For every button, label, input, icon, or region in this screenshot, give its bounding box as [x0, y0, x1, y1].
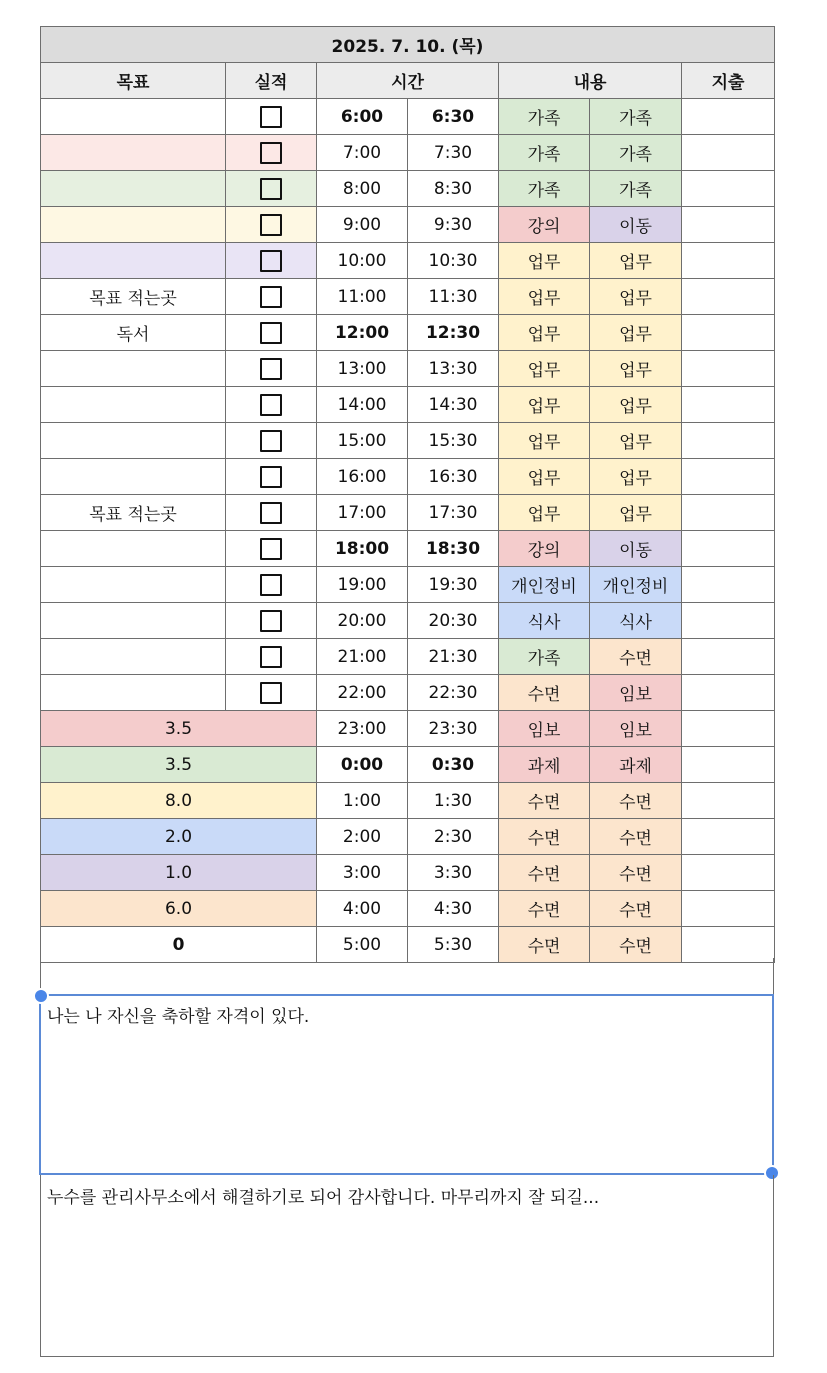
- summary-cell: 0: [41, 927, 317, 963]
- time-end: 20:30: [408, 603, 499, 639]
- table-row: [41, 315, 775, 351]
- summary-cell: 1.0: [41, 855, 317, 891]
- table-row: [41, 99, 775, 135]
- goal-cell[interactable]: [41, 603, 226, 639]
- summary-cell: 3.5: [41, 747, 317, 783]
- time-start: 9:00: [317, 207, 408, 243]
- time-end: 8:30: [408, 171, 499, 207]
- expense-cell[interactable]: [682, 819, 775, 855]
- content-cell[interactable]: 수면: [499, 783, 590, 819]
- table-row: [41, 243, 775, 279]
- memo-text[interactable]: 누수를 관리사무소에서 해결하기로 되어 감사합니다. 마무리까지 잘 되길...: [47, 1188, 600, 1208]
- content-cell[interactable]: 강의: [499, 207, 590, 243]
- time-start: 1:00: [317, 783, 408, 819]
- content-cell[interactable]: 업무: [499, 243, 590, 279]
- expense-cell[interactable]: [682, 243, 775, 279]
- expense-cell[interactable]: [682, 855, 775, 891]
- goal-cell[interactable]: [41, 639, 226, 675]
- time-start: 12:00: [317, 315, 408, 351]
- goal-cell[interactable]: [41, 207, 226, 243]
- header-result: 실적: [226, 63, 317, 99]
- time-end: 5:30: [408, 927, 499, 963]
- checkbox[interactable]: [260, 502, 282, 524]
- expense-cell[interactable]: [682, 675, 775, 711]
- time-end: 18:30: [408, 531, 499, 567]
- table-row: [41, 495, 775, 531]
- content-cell[interactable]: 가족: [590, 171, 682, 207]
- expense-cell[interactable]: [682, 423, 775, 459]
- content-cell[interactable]: 임보: [590, 675, 682, 711]
- time-start: 13:00: [317, 351, 408, 387]
- expense-cell[interactable]: [682, 783, 775, 819]
- header-goal: 목표: [41, 63, 226, 99]
- goal-cell[interactable]: [41, 171, 226, 207]
- time-end: 22:30: [408, 675, 499, 711]
- result-cell[interactable]: [226, 423, 317, 459]
- time-start: 11:00: [317, 279, 408, 315]
- content-cell[interactable]: 과제: [590, 747, 682, 783]
- table-row: [41, 639, 775, 675]
- time-end: 21:30: [408, 639, 499, 675]
- blank-row: [40, 958, 774, 994]
- goal-cell[interactable]: 목표 적는곳: [41, 495, 226, 531]
- time-end: 9:30: [408, 207, 499, 243]
- header-expense: 지출: [682, 63, 775, 99]
- time-end: 0:30: [408, 747, 499, 783]
- goal-cell[interactable]: [41, 135, 226, 171]
- result-cell[interactable]: [226, 675, 317, 711]
- result-cell[interactable]: [226, 315, 317, 351]
- result-cell[interactable]: [226, 603, 317, 639]
- content-cell[interactable]: 임보: [590, 711, 682, 747]
- time-end: 16:30: [408, 459, 499, 495]
- result-cell[interactable]: [226, 639, 317, 675]
- result-cell[interactable]: [226, 387, 317, 423]
- summary-cell: 6.0: [41, 891, 317, 927]
- table-row: [41, 603, 775, 639]
- time-start: 19:00: [317, 567, 408, 603]
- time-start: 5:00: [317, 927, 408, 963]
- table-row: [41, 207, 775, 243]
- expense-cell[interactable]: [682, 603, 775, 639]
- result-cell[interactable]: [226, 459, 317, 495]
- content-cell[interactable]: 수면: [590, 855, 682, 891]
- result-cell[interactable]: [226, 99, 317, 135]
- checkbox[interactable]: [260, 286, 282, 308]
- table-row: [41, 171, 775, 207]
- content-cell[interactable]: 임보: [499, 711, 590, 747]
- checkbox[interactable]: [260, 250, 282, 272]
- checkbox[interactable]: [260, 394, 282, 416]
- time-start: 10:00: [317, 243, 408, 279]
- content-cell[interactable]: 가족: [499, 135, 590, 171]
- content-cell[interactable]: 이동: [590, 207, 682, 243]
- time-end: 7:30: [408, 135, 499, 171]
- date-title: 2025. 7. 10. (목): [41, 27, 775, 63]
- content-cell[interactable]: 개인정비: [499, 567, 590, 603]
- result-cell[interactable]: [226, 171, 317, 207]
- content-cell[interactable]: 수면: [499, 855, 590, 891]
- time-start: 7:00: [317, 135, 408, 171]
- checkbox[interactable]: [260, 178, 282, 200]
- table-row: [41, 531, 775, 567]
- content-cell[interactable]: 업무: [590, 279, 682, 315]
- schedule-table: [40, 26, 775, 963]
- time-end: 10:30: [408, 243, 499, 279]
- checkbox[interactable]: [260, 538, 282, 560]
- time-end: 14:30: [408, 387, 499, 423]
- checkbox[interactable]: [260, 106, 282, 128]
- expense-cell[interactable]: [682, 639, 775, 675]
- goal-cell[interactable]: 독서: [41, 315, 226, 351]
- goal-cell[interactable]: [41, 243, 226, 279]
- checkbox[interactable]: [260, 574, 282, 596]
- memo-text-box-selected[interactable]: [39, 994, 774, 1175]
- table-row: [41, 135, 775, 171]
- content-cell[interactable]: 가족: [499, 639, 590, 675]
- goal-cell[interactable]: [41, 387, 226, 423]
- table-row: [41, 855, 775, 891]
- time-start: 16:00: [317, 459, 408, 495]
- goal-cell[interactable]: [41, 675, 226, 711]
- content-cell[interactable]: 수면: [499, 927, 590, 963]
- expense-cell[interactable]: [682, 891, 775, 927]
- time-start: 21:00: [317, 639, 408, 675]
- content-cell[interactable]: 업무: [499, 423, 590, 459]
- content-cell[interactable]: 과제: [499, 747, 590, 783]
- content-cell[interactable]: 수면: [590, 927, 682, 963]
- expense-cell[interactable]: [682, 315, 775, 351]
- checkbox[interactable]: [260, 358, 282, 380]
- content-cell[interactable]: 수면: [590, 819, 682, 855]
- table-row: [41, 783, 775, 819]
- summary-cell: 8.0: [41, 783, 317, 819]
- time-start: 17:00: [317, 495, 408, 531]
- checkbox[interactable]: [260, 322, 282, 344]
- expense-cell[interactable]: [682, 351, 775, 387]
- checkbox[interactable]: [260, 646, 282, 668]
- goal-cell[interactable]: [41, 351, 226, 387]
- expense-cell[interactable]: [682, 531, 775, 567]
- time-end: 23:30: [408, 711, 499, 747]
- header-content: 내용: [499, 63, 682, 99]
- time-end: 3:30: [408, 855, 499, 891]
- expense-cell[interactable]: [682, 99, 775, 135]
- content-cell[interactable]: 개인정비: [590, 567, 682, 603]
- goal-cell[interactable]: [41, 567, 226, 603]
- content-cell[interactable]: 이동: [590, 531, 682, 567]
- content-cell[interactable]: 수면: [590, 639, 682, 675]
- content-cell[interactable]: 가족: [590, 135, 682, 171]
- time-end: 17:30: [408, 495, 499, 531]
- memo-area[interactable]: [40, 1175, 774, 1357]
- table-row: [41, 351, 775, 387]
- content-cell[interactable]: 업무: [499, 351, 590, 387]
- content-cell[interactable]: 업무: [499, 495, 590, 531]
- time-end: 19:30: [408, 567, 499, 603]
- time-end: 1:30: [408, 783, 499, 819]
- time-start: 4:00: [317, 891, 408, 927]
- time-end: 2:30: [408, 819, 499, 855]
- time-start: 3:00: [317, 855, 408, 891]
- goal-cell[interactable]: [41, 99, 226, 135]
- table-row: [41, 891, 775, 927]
- table-row: [41, 711, 775, 747]
- result-cell[interactable]: [226, 207, 317, 243]
- time-end: 12:30: [408, 315, 499, 351]
- expense-cell[interactable]: [682, 495, 775, 531]
- table-row: [41, 567, 775, 603]
- content-cell[interactable]: 수면: [590, 891, 682, 927]
- resize-handle-top-left[interactable]: [33, 988, 49, 1004]
- summary-cell: 2.0: [41, 819, 317, 855]
- content-cell[interactable]: 업무: [499, 387, 590, 423]
- result-cell[interactable]: [226, 495, 317, 531]
- content-cell[interactable]: 식사: [590, 603, 682, 639]
- table-row: [41, 423, 775, 459]
- content-cell[interactable]: 업무: [590, 495, 682, 531]
- expense-cell[interactable]: [682, 459, 775, 495]
- summary-cell: 3.5: [41, 711, 317, 747]
- expense-cell[interactable]: [682, 387, 775, 423]
- goal-cell[interactable]: [41, 531, 226, 567]
- content-cell[interactable]: 가족: [590, 99, 682, 135]
- table-row: [41, 819, 775, 855]
- content-cell[interactable]: 업무: [590, 387, 682, 423]
- time-start: 18:00: [317, 531, 408, 567]
- time-start: 6:00: [317, 99, 408, 135]
- time-end: 15:30: [408, 423, 499, 459]
- time-end: 6:30: [408, 99, 499, 135]
- checkbox[interactable]: [260, 610, 282, 632]
- goal-cell[interactable]: [41, 423, 226, 459]
- time-start: 8:00: [317, 171, 408, 207]
- expense-cell[interactable]: [682, 567, 775, 603]
- time-start: 15:00: [317, 423, 408, 459]
- time-start: 20:00: [317, 603, 408, 639]
- checkbox[interactable]: [260, 466, 282, 488]
- memo-text[interactable]: 나는 나 자신을 축하할 자격이 있다.: [47, 1007, 310, 1027]
- expense-cell[interactable]: [682, 207, 775, 243]
- content-cell[interactable]: 수면: [590, 783, 682, 819]
- content-cell[interactable]: 업무: [590, 423, 682, 459]
- table-row: [41, 747, 775, 783]
- goal-cell[interactable]: 목표 적는곳: [41, 279, 226, 315]
- content-cell[interactable]: 식사: [499, 603, 590, 639]
- header-time: 시간: [317, 63, 499, 99]
- result-cell[interactable]: [226, 243, 317, 279]
- content-cell[interactable]: 업무: [590, 315, 682, 351]
- result-cell[interactable]: [226, 279, 317, 315]
- table-row: [41, 387, 775, 423]
- content-cell[interactable]: 업무: [590, 243, 682, 279]
- time-start: 0:00: [317, 747, 408, 783]
- time-start: 23:00: [317, 711, 408, 747]
- checkbox[interactable]: [260, 430, 282, 452]
- result-cell[interactable]: [226, 351, 317, 387]
- content-cell[interactable]: 수면: [499, 675, 590, 711]
- table-row: [41, 675, 775, 711]
- time-start: 14:00: [317, 387, 408, 423]
- content-cell[interactable]: 가족: [499, 171, 590, 207]
- time-start: 2:00: [317, 819, 408, 855]
- content-cell[interactable]: 업무: [590, 459, 682, 495]
- time-end: 11:30: [408, 279, 499, 315]
- table-row: [41, 279, 775, 315]
- time-start: 22:00: [317, 675, 408, 711]
- result-cell[interactable]: [226, 135, 317, 171]
- time-end: 4:30: [408, 891, 499, 927]
- content-cell[interactable]: 업무: [590, 351, 682, 387]
- content-cell[interactable]: 업무: [499, 459, 590, 495]
- content-cell[interactable]: 강의: [499, 531, 590, 567]
- goal-cell[interactable]: [41, 459, 226, 495]
- expense-cell[interactable]: [682, 747, 775, 783]
- expense-cell[interactable]: [682, 135, 775, 171]
- table-row: [41, 459, 775, 495]
- checkbox[interactable]: [260, 214, 282, 236]
- result-cell[interactable]: [226, 531, 317, 567]
- content-cell[interactable]: 수면: [499, 819, 590, 855]
- content-cell[interactable]: 업무: [499, 279, 590, 315]
- result-cell[interactable]: [226, 567, 317, 603]
- time-end: 13:30: [408, 351, 499, 387]
- content-cell[interactable]: 업무: [499, 315, 590, 351]
- expense-cell[interactable]: [682, 171, 775, 207]
- expense-cell[interactable]: [682, 279, 775, 315]
- expense-cell[interactable]: [682, 711, 775, 747]
- content-cell[interactable]: 가족: [499, 99, 590, 135]
- checkbox[interactable]: [260, 142, 282, 164]
- checkbox[interactable]: [260, 682, 282, 704]
- content-cell[interactable]: 수면: [499, 891, 590, 927]
